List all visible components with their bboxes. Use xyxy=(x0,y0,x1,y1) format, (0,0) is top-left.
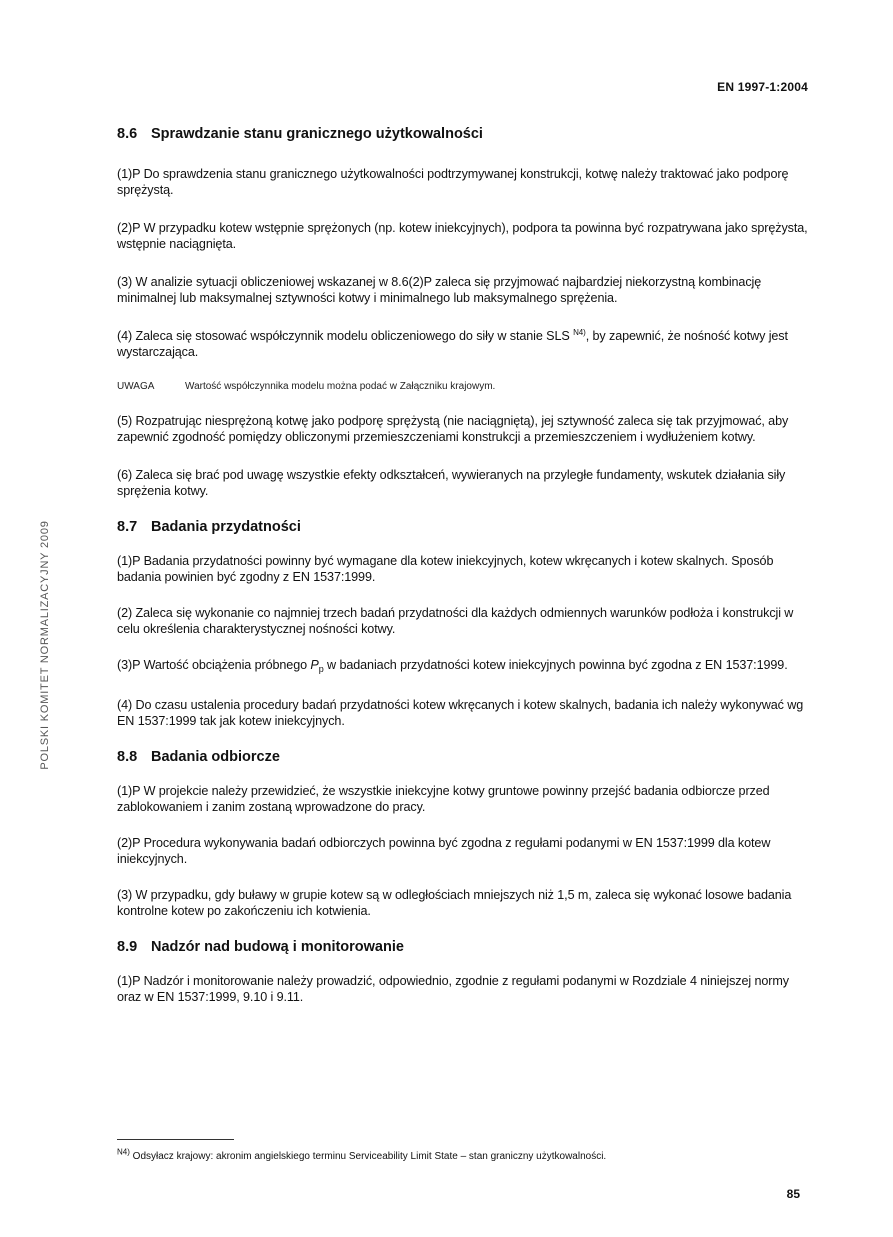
note-text: Wartość współczynnika modelu można podać w Załączniku krajowym. xyxy=(185,381,496,392)
footnote xyxy=(117,1147,817,1164)
note-label: UWAGA xyxy=(117,381,155,392)
note xyxy=(117,380,812,394)
paragraph-8-8-1: (1)P W projekcie należy przewidzieć, że wszystkie iniekcyjne kotwy gruntowe powinny przejść badania odbiorcze przed zablokowaniem i zanim zostaną wprowadzone do pracy. xyxy=(117,784,770,814)
paragraph-8-7-1: (1)P Badania przydatności powinny być wymagane dla kotew iniekcyjnych, kotew wkręcanych i kotew skalnych. Sposób badania powinien być zgodny z EN 1537:1999. xyxy=(117,554,774,584)
load-symbol-subscript: p xyxy=(318,664,324,674)
section-title: Badania odbiorcze xyxy=(151,749,280,765)
paragraph-text: , by zapewnić, że nośność kotwy jest wystarczająca. xyxy=(117,329,788,359)
footnote-text: Odsyłacz krajowy: akronim angielskiego terminu Serviceability Limit State – stan graniczny użytkowalności. xyxy=(129,1151,607,1162)
paragraph-8-6-2: (2)P W przypadku kotew wstępnie sprężonych (np. kotew iniekcyjnych), podpora ta powinna być rozpatrywana jako sprężysta, wstępnie naciągnięta. xyxy=(117,221,808,251)
paragraph-8-7-4: (4) Do czasu ustalenia procedury badań przydatności kotew wkręcanych i kotew skalnych, badania ich należy wykonywać wg EN 1537:1999 tak jak kotew iniekcyjnych. xyxy=(117,698,804,728)
paragraph-8-6-3: (3) W analizie sytuacji obliczeniowej wskazanej w 8.6(2)P zaleca się przyjmować najbardziej niekorzystną kombinację minimalnej lub maksymalnej sztywności kotwy i minimalnego lub maksymalnego sprężenia. xyxy=(117,275,762,305)
section-number: 8.6 xyxy=(117,126,138,142)
load-symbol: P xyxy=(310,658,319,672)
footnote-reference: N4) xyxy=(573,327,586,337)
paragraph-text: (4) Zaleca się stosować współczynnik modelu obliczeniowego do siły w stanie SLS xyxy=(117,329,570,343)
paragraph-8-8-3: (3) W przypadku, gdy buławy w grupie kotew są w odległościach mniejszych niż 1,5 m, zaleca się wykonać losowe badania kontrolne kotew po zakończeniu ich kotwienia. xyxy=(117,888,792,918)
paragraph-8-6-1: (1)P Do sprawdzenia stanu granicznego użytkowalności podtrzymywanej konstrukcji, kotwę należy traktować jako podporę sprężystą. xyxy=(117,167,789,197)
footnote-divider xyxy=(117,1139,234,1140)
section-heading-8-9 xyxy=(117,937,812,957)
section-number: 8.7 xyxy=(117,519,138,535)
section-number: 8.9 xyxy=(117,939,138,955)
document-code: EN 1997-1:2004 xyxy=(717,80,808,94)
paragraph-8-6-6: (6) Zaleca się brać pod uwagę wszystkie efekty odkształceń, wywieranych na przyległe fundamenty, wskutek działania siły sprężenia kotwy. xyxy=(117,468,786,498)
footnote-mark: N4) xyxy=(117,1147,130,1157)
section-heading-8-8 xyxy=(117,747,812,767)
paragraph-8-8-2: (2)P Procedura wykonywania badań odbiorczych powinna być zgodna z regułami podanymi w EN 1537:1999 dla kotew iniekcyjnych. xyxy=(117,836,771,866)
page-number: 85 xyxy=(786,1187,800,1201)
paragraph-8-9-1: (1)P Nadzór i monitorowanie należy prowadzić, odpowiednio, zgodnie z regułami podanymi w Rozdziale 4 niniejszej normy oraz w EN 1537:1999, 9.10 i 9.11. xyxy=(117,974,789,1004)
paragraph-text: w badaniach przydatności kotew iniekcyjnych powinna być zgodna z EN 1537:1999. xyxy=(327,658,788,672)
section-heading-8-7 xyxy=(117,517,812,537)
page-content xyxy=(117,124,812,1005)
section-heading-8-6 xyxy=(117,124,812,144)
side-watermark-text: POLSKI KOMITET NORMALIZACYJNY 2009 xyxy=(39,520,51,770)
paragraph-text: (3)P Wartość obciążenia próbnego xyxy=(117,658,308,672)
section-title: Nadzór nad budową i monitorowanie xyxy=(151,939,404,955)
section-number: 8.8 xyxy=(117,749,138,765)
section-title: Badania przydatności xyxy=(151,519,301,535)
paragraph-8-7-3 xyxy=(117,657,812,677)
paragraph-8-7-2: (2) Zaleca się wykonanie co najmniej trzech badań przydatności dla każdych odmiennych warunków podłoża i konstrukcji w celu określenia charakterystycznej nośności kotwy. xyxy=(117,606,794,636)
section-title: Sprawdzanie stanu granicznego użytkowalności xyxy=(151,126,483,142)
paragraph-8-6-5: (5) Rozpatrując niesprężoną kotwę jako podporę sprężystą (nie naciągniętą), jej sztywność zaleca się tak przyjmować, aby zapewnić zgodność pomiędzy obliczonymi przemieszczeniami konstrukcji a przemieszczeniem i wydłużeniem kotwy. xyxy=(117,414,789,444)
paragraph-8-6-4 xyxy=(117,328,812,360)
